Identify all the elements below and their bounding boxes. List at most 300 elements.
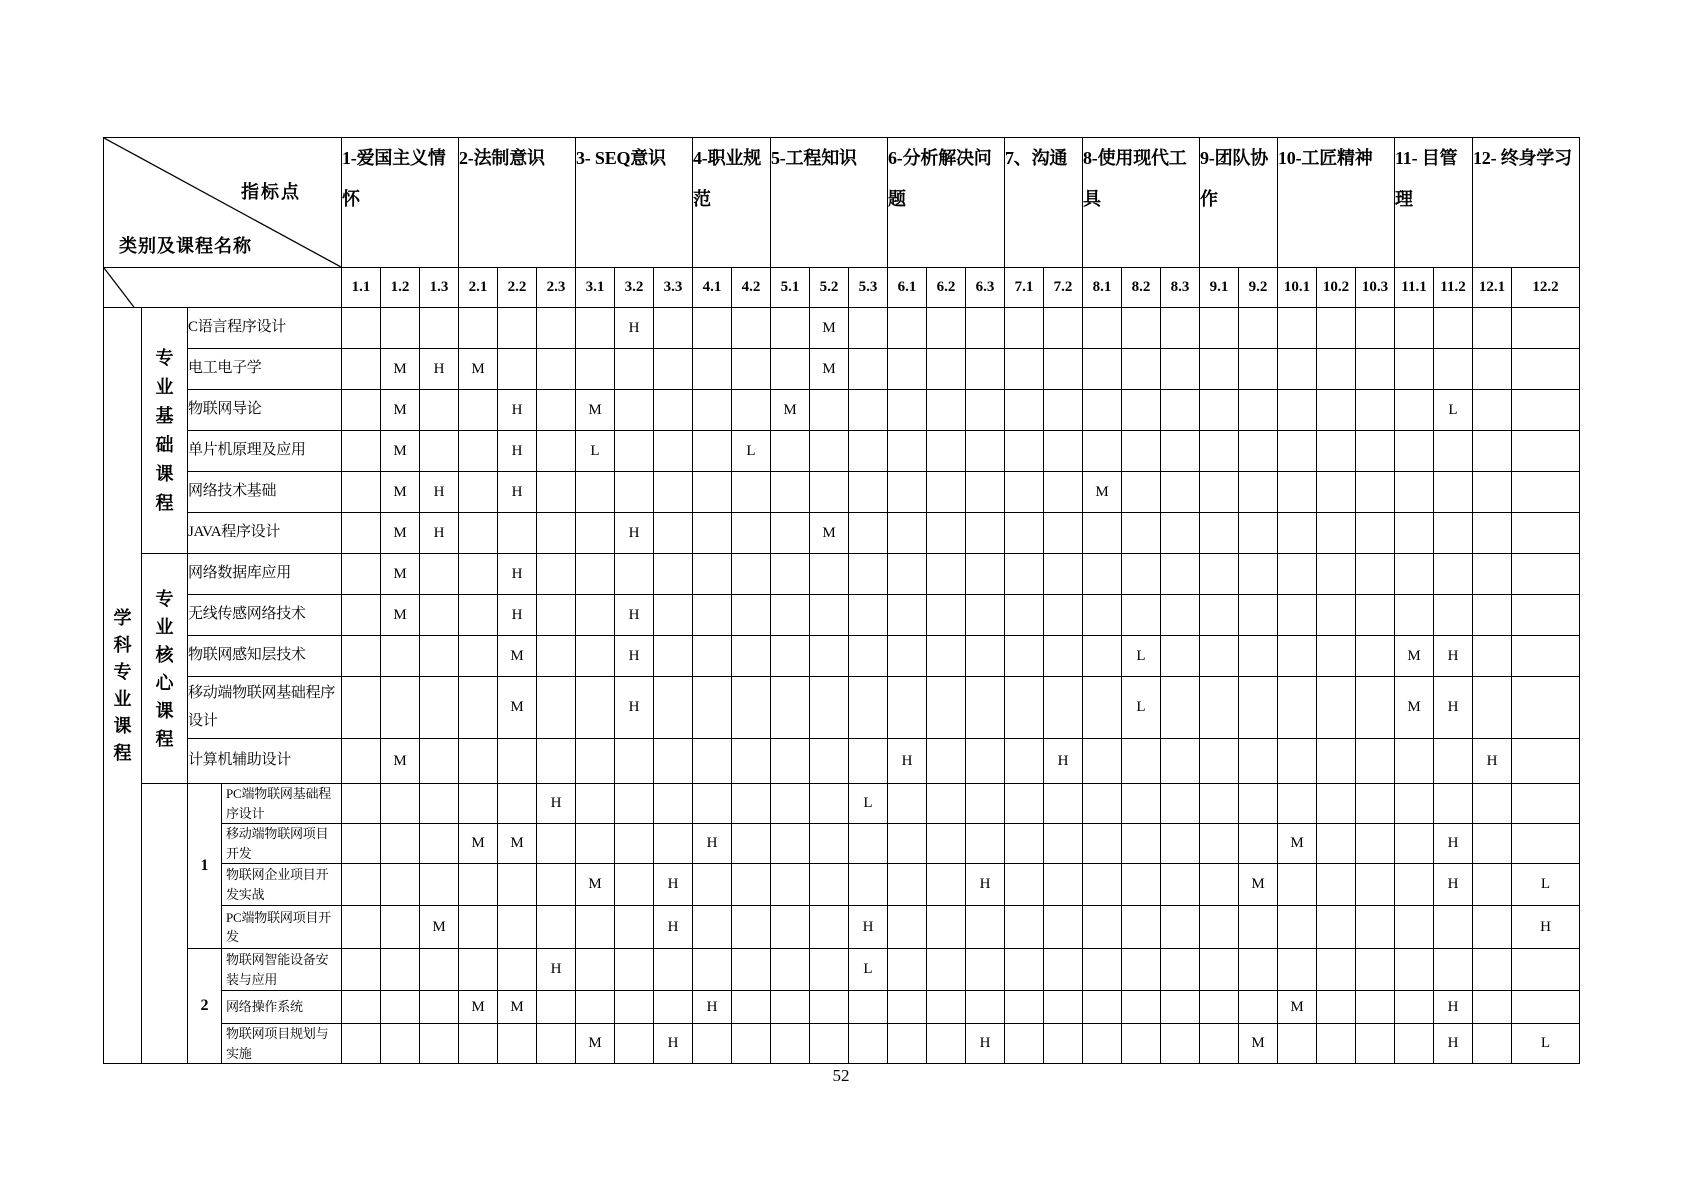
matrix-value-cell-11.2 <box>1434 472 1473 513</box>
matrix-value-cell-8.3 <box>1161 390 1200 431</box>
indicator-point-12.1: 12.1 <box>1473 268 1512 308</box>
matrix-value-cell-11.2 <box>1434 513 1473 554</box>
matrix-value-cell-9.2 <box>1239 739 1278 784</box>
matrix-value-cell-3.2 <box>615 784 654 824</box>
matrix-value-cell-11.2 <box>1434 739 1473 784</box>
matrix-value-cell-11.2: L <box>1434 390 1473 431</box>
matrix-value-cell-9.1 <box>1200 431 1239 472</box>
matrix-value-cell-8.3 <box>1161 431 1200 472</box>
matrix-value-cell-4.1 <box>693 864 732 906</box>
matrix-value-cell-10.3 <box>1356 991 1395 1024</box>
matrix-value-cell-1.3 <box>420 431 459 472</box>
matrix-value-cell-1.3: H <box>420 349 459 390</box>
matrix-value-cell-10.3 <box>1356 784 1395 824</box>
matrix-value-cell-3.2 <box>615 864 654 906</box>
indicator-point-5.1: 5.1 <box>771 268 810 308</box>
course-row <box>104 991 1580 1024</box>
matrix-value-cell-8.2 <box>1122 349 1161 390</box>
matrix-value-cell-12.1 <box>1473 824 1512 864</box>
matrix-value-cell-5.3: L <box>849 949 888 991</box>
matrix-value-cell-9.1 <box>1200 472 1239 513</box>
matrix-value-cell-10.2 <box>1317 677 1356 739</box>
matrix-value-cell-3.1: M <box>576 390 615 431</box>
matrix-value-cell-7.1 <box>1005 513 1044 554</box>
matrix-value-cell-5.1 <box>771 949 810 991</box>
matrix-value-cell-8.3 <box>1161 636 1200 677</box>
indicator-point-8.1: 8.1 <box>1083 268 1122 308</box>
matrix-value-cell-10.2 <box>1317 906 1356 949</box>
matrix-value-cell-7.1 <box>1005 1024 1044 1064</box>
matrix-value-cell-6.1 <box>888 513 927 554</box>
matrix-value-cell-9.2 <box>1239 595 1278 636</box>
indicator-group-header-5: 5-工程知识 <box>771 138 888 268</box>
matrix-value-cell-6.1 <box>888 1024 927 1064</box>
matrix-value-cell-4.2 <box>732 349 771 390</box>
matrix-value-cell-8.2 <box>1122 472 1161 513</box>
matrix-value-cell-3.2: H <box>615 636 654 677</box>
matrix-value-cell-12.1 <box>1473 636 1512 677</box>
matrix-value-cell-7.1 <box>1005 431 1044 472</box>
matrix-value-cell-11.1 <box>1395 390 1434 431</box>
matrix-value-cell-1.2 <box>381 677 420 739</box>
matrix-value-cell-5.2 <box>810 906 849 949</box>
matrix-value-cell-2.3: H <box>537 949 576 991</box>
matrix-value-cell-11.2: H <box>1434 1024 1473 1064</box>
course-row <box>104 595 1580 636</box>
matrix-value-cell-8.1 <box>1083 824 1122 864</box>
matrix-value-cell-1.2 <box>381 864 420 906</box>
matrix-value-cell-10.1 <box>1278 1024 1317 1064</box>
matrix-value-cell-10.3 <box>1356 864 1395 906</box>
matrix-value-cell-6.1 <box>888 431 927 472</box>
matrix-value-cell-1.1 <box>342 784 381 824</box>
indicator-point-6.3: 6.3 <box>966 268 1005 308</box>
matrix-value-cell-6.2 <box>927 991 966 1024</box>
matrix-value-cell-4.1 <box>693 636 732 677</box>
matrix-value-cell-2.3 <box>537 554 576 595</box>
corner-category-label: 类别及课程名称 <box>119 236 252 256</box>
matrix-value-cell-7.2 <box>1044 308 1083 349</box>
matrix-value-cell-1.3 <box>420 308 459 349</box>
matrix-value-cell-3.1: M <box>576 864 615 906</box>
matrix-value-cell-1.1 <box>342 513 381 554</box>
matrix-value-cell-6.2 <box>927 308 966 349</box>
matrix-value-cell-7.1 <box>1005 784 1044 824</box>
matrix-value-cell-10.1 <box>1278 906 1317 949</box>
matrix-value-cell-2.3 <box>537 595 576 636</box>
matrix-value-cell-2.3: H <box>537 784 576 824</box>
matrix-value-cell-6.1 <box>888 784 927 824</box>
matrix-value-cell-1.1 <box>342 390 381 431</box>
course-name-cell: 物联网智能设备安装与应用 <box>222 949 342 991</box>
matrix-value-cell-11.1 <box>1395 472 1434 513</box>
matrix-value-cell-9.1 <box>1200 864 1239 906</box>
matrix-value-cell-1.3 <box>420 1024 459 1064</box>
indicator-point-5.2: 5.2 <box>810 268 849 308</box>
matrix-value-cell-5.3 <box>849 349 888 390</box>
matrix-value-cell-2.2: H <box>498 390 537 431</box>
course-row <box>104 554 1580 595</box>
matrix-value-cell-2.1 <box>459 390 498 431</box>
matrix-value-cell-8.3 <box>1161 308 1200 349</box>
course-row <box>104 390 1580 431</box>
indicator-point-2.1: 2.1 <box>459 268 498 308</box>
matrix-value-cell-8.1 <box>1083 308 1122 349</box>
matrix-value-cell-10.1 <box>1278 472 1317 513</box>
indicator-group-header-6: 6-分析解决问题 <box>888 138 1005 268</box>
curriculum-indicator-matrix-table <box>103 137 1580 1064</box>
matrix-value-cell-3.2 <box>615 906 654 949</box>
matrix-value-cell-9.2 <box>1239 472 1278 513</box>
indicator-point-6.1: 6.1 <box>888 268 927 308</box>
matrix-value-cell-4.1 <box>693 390 732 431</box>
matrix-value-cell-11.1 <box>1395 949 1434 991</box>
matrix-value-cell-6.2 <box>927 906 966 949</box>
matrix-value-cell-8.2 <box>1122 390 1161 431</box>
matrix-value-cell-2.3 <box>537 864 576 906</box>
matrix-value-cell-5.1 <box>771 677 810 739</box>
matrix-value-cell-8.3 <box>1161 864 1200 906</box>
matrix-value-cell-12.2 <box>1512 472 1580 513</box>
matrix-value-cell-4.2 <box>732 513 771 554</box>
matrix-value-cell-5.2 <box>810 677 849 739</box>
matrix-value-cell-3.1 <box>576 991 615 1024</box>
matrix-value-cell-10.3 <box>1356 949 1395 991</box>
matrix-value-cell-12.1 <box>1473 677 1512 739</box>
matrix-value-cell-5.1 <box>771 991 810 1024</box>
matrix-value-cell-10.1 <box>1278 554 1317 595</box>
matrix-value-cell-10.2 <box>1317 864 1356 906</box>
matrix-value-cell-6.3 <box>966 390 1005 431</box>
course-row <box>104 949 1580 991</box>
indicator-point-8.3: 8.3 <box>1161 268 1200 308</box>
matrix-value-cell-5.3 <box>849 636 888 677</box>
matrix-value-cell-1.2 <box>381 991 420 1024</box>
matrix-value-cell-6.2 <box>927 636 966 677</box>
matrix-value-cell-2.2 <box>498 513 537 554</box>
matrix-value-cell-1.3 <box>420 595 459 636</box>
matrix-value-cell-7.2 <box>1044 677 1083 739</box>
matrix-value-cell-2.2: H <box>498 431 537 472</box>
matrix-value-cell-8.2 <box>1122 1024 1161 1064</box>
matrix-value-cell-10.1 <box>1278 636 1317 677</box>
matrix-value-cell-3.1 <box>576 636 615 677</box>
matrix-value-cell-5.1 <box>771 308 810 349</box>
indicator-point-2.3: 2.3 <box>537 268 576 308</box>
matrix-value-cell-8.2: L <box>1122 636 1161 677</box>
category-basic-cell: 专 业 基 础 课 程 <box>142 308 188 554</box>
matrix-value-cell-9.2 <box>1239 636 1278 677</box>
matrix-value-cell-7.2 <box>1044 949 1083 991</box>
matrix-value-cell-9.2 <box>1239 991 1278 1024</box>
matrix-value-cell-7.1 <box>1005 308 1044 349</box>
matrix-value-cell-3.2: H <box>615 595 654 636</box>
course-row <box>104 784 1580 824</box>
matrix-value-cell-6.1 <box>888 554 927 595</box>
course-name-cell: 单片机原理及应用 <box>188 431 342 472</box>
matrix-value-cell-9.1 <box>1200 1024 1239 1064</box>
matrix-value-cell-8.1 <box>1083 1024 1122 1064</box>
matrix-value-cell-3.1 <box>576 906 615 949</box>
matrix-value-cell-3.3 <box>654 991 693 1024</box>
matrix-value-cell-4.2: L <box>732 431 771 472</box>
matrix-value-cell-1.3: H <box>420 513 459 554</box>
matrix-value-cell-12.2 <box>1512 308 1580 349</box>
matrix-value-cell-5.1 <box>771 906 810 949</box>
matrix-value-cell-12.2 <box>1512 739 1580 784</box>
matrix-value-cell-8.3 <box>1161 949 1200 991</box>
matrix-value-cell-3.2 <box>615 472 654 513</box>
matrix-value-cell-10.2 <box>1317 431 1356 472</box>
matrix-value-cell-8.2: L <box>1122 677 1161 739</box>
matrix-value-cell-6.3 <box>966 554 1005 595</box>
matrix-value-cell-7.2 <box>1044 864 1083 906</box>
matrix-value-cell-3.2 <box>615 739 654 784</box>
matrix-value-cell-10.1 <box>1278 739 1317 784</box>
matrix-value-cell-9.2 <box>1239 431 1278 472</box>
matrix-value-cell-5.1: M <box>771 390 810 431</box>
course-row <box>104 431 1580 472</box>
matrix-value-cell-3.2 <box>615 349 654 390</box>
matrix-value-cell-11.2 <box>1434 595 1473 636</box>
matrix-value-cell-2.2 <box>498 349 537 390</box>
matrix-value-cell-6.2 <box>927 554 966 595</box>
matrix-value-cell-2.2 <box>498 949 537 991</box>
matrix-value-cell-5.2 <box>810 1024 849 1064</box>
matrix-value-cell-4.1 <box>693 949 732 991</box>
indicator-point-3.1: 3.1 <box>576 268 615 308</box>
indicator-point-4.2: 4.2 <box>732 268 771 308</box>
matrix-value-cell-1.2 <box>381 824 420 864</box>
matrix-value-cell-5.1 <box>771 864 810 906</box>
matrix-value-cell-5.1 <box>771 739 810 784</box>
matrix-value-cell-6.3 <box>966 739 1005 784</box>
matrix-value-cell-11.1 <box>1395 595 1434 636</box>
matrix-value-cell-10.2 <box>1317 991 1356 1024</box>
matrix-value-cell-8.1 <box>1083 636 1122 677</box>
matrix-value-cell-9.2: M <box>1239 1024 1278 1064</box>
matrix-value-cell-1.1 <box>342 431 381 472</box>
matrix-value-cell-8.2 <box>1122 739 1161 784</box>
indicator-group-header-10: 10-工匠精神 <box>1278 138 1395 268</box>
matrix-value-cell-9.1 <box>1200 349 1239 390</box>
matrix-value-cell-7.2 <box>1044 513 1083 554</box>
matrix-value-cell-6.3 <box>966 906 1005 949</box>
matrix-value-cell-1.3 <box>420 824 459 864</box>
matrix-value-cell-10.2 <box>1317 513 1356 554</box>
matrix-value-cell-8.2 <box>1122 513 1161 554</box>
matrix-value-cell-2.1 <box>459 472 498 513</box>
matrix-value-cell-9.2 <box>1239 949 1278 991</box>
corner-indicator-label: 指标点 <box>241 182 301 202</box>
matrix-value-cell-8.1: M <box>1083 472 1122 513</box>
matrix-value-cell-6.1 <box>888 906 927 949</box>
matrix-value-cell-3.1 <box>576 308 615 349</box>
matrix-value-cell-10.3 <box>1356 595 1395 636</box>
indicator-point-6.2: 6.2 <box>927 268 966 308</box>
indicator-point-10.3: 10.3 <box>1356 268 1395 308</box>
matrix-value-cell-2.3 <box>537 308 576 349</box>
matrix-value-cell-2.1 <box>459 513 498 554</box>
matrix-value-cell-6.3: H <box>966 1024 1005 1064</box>
matrix-value-cell-3.3 <box>654 784 693 824</box>
matrix-value-cell-10.1 <box>1278 390 1317 431</box>
course-row <box>104 636 1580 677</box>
matrix-value-cell-5.2 <box>810 472 849 513</box>
matrix-value-cell-10.3 <box>1356 554 1395 595</box>
matrix-value-cell-8.2 <box>1122 949 1161 991</box>
matrix-value-cell-3.3 <box>654 824 693 864</box>
course-row <box>104 864 1580 906</box>
course-row <box>104 906 1580 949</box>
matrix-value-cell-3.2: H <box>615 677 654 739</box>
matrix-value-cell-10.3 <box>1356 390 1395 431</box>
matrix-value-cell-1.2 <box>381 784 420 824</box>
indicator-group-header-8: 8-使用现代工具 <box>1083 138 1200 268</box>
matrix-value-cell-3.1: M <box>576 1024 615 1064</box>
matrix-value-cell-11.1 <box>1395 513 1434 554</box>
matrix-value-cell-12.2 <box>1512 824 1580 864</box>
matrix-value-cell-6.2 <box>927 949 966 991</box>
matrix-value-cell-12.1 <box>1473 349 1512 390</box>
matrix-value-cell-8.3 <box>1161 824 1200 864</box>
matrix-value-cell-3.1 <box>576 349 615 390</box>
course-name-cell: 物联网企业项目开发实战 <box>222 864 342 906</box>
matrix-value-cell-8.2 <box>1122 308 1161 349</box>
matrix-value-cell-4.2 <box>732 824 771 864</box>
matrix-value-cell-4.1 <box>693 784 732 824</box>
matrix-value-cell-3.1 <box>576 677 615 739</box>
matrix-value-cell-11.1 <box>1395 1024 1434 1064</box>
matrix-value-cell-11.2 <box>1434 349 1473 390</box>
matrix-value-cell-11.2: H <box>1434 991 1473 1024</box>
matrix-value-cell-4.1 <box>693 349 732 390</box>
matrix-value-cell-12.1: H <box>1473 739 1512 784</box>
matrix-value-cell-5.2 <box>810 739 849 784</box>
matrix-value-cell-3.3: H <box>654 906 693 949</box>
matrix-value-cell-6.1 <box>888 864 927 906</box>
matrix-value-cell-7.2 <box>1044 1024 1083 1064</box>
matrix-value-cell-10.3 <box>1356 472 1395 513</box>
matrix-value-cell-8.3 <box>1161 677 1200 739</box>
matrix-value-cell-11.2 <box>1434 308 1473 349</box>
matrix-value-cell-1.2: M <box>381 349 420 390</box>
indicator-point-9.2: 9.2 <box>1239 268 1278 308</box>
indicator-point-9.1: 9.1 <box>1200 268 1239 308</box>
matrix-value-cell-2.1 <box>459 677 498 739</box>
matrix-value-cell-6.3: H <box>966 864 1005 906</box>
matrix-value-cell-6.2 <box>927 824 966 864</box>
matrix-value-cell-7.1 <box>1005 390 1044 431</box>
matrix-value-cell-8.1 <box>1083 991 1122 1024</box>
matrix-value-cell-6.3 <box>966 824 1005 864</box>
matrix-value-cell-8.2 <box>1122 906 1161 949</box>
course-name-cell: 物联网感知层技术 <box>188 636 342 677</box>
matrix-value-cell-6.2 <box>927 349 966 390</box>
matrix-value-cell-8.3 <box>1161 739 1200 784</box>
matrix-value-cell-7.1 <box>1005 864 1044 906</box>
matrix-value-cell-9.2 <box>1239 824 1278 864</box>
matrix-value-cell-10.2 <box>1317 1024 1356 1064</box>
matrix-value-cell-11.2 <box>1434 949 1473 991</box>
matrix-value-cell-3.2 <box>615 1024 654 1064</box>
matrix-value-cell-6.3 <box>966 636 1005 677</box>
matrix-value-cell-10.1 <box>1278 349 1317 390</box>
matrix-value-cell-10.1 <box>1278 308 1317 349</box>
course-row <box>104 1024 1580 1064</box>
indicator-point-7.1: 7.1 <box>1005 268 1044 308</box>
indicator-group-header-7: 7、沟通 <box>1005 138 1083 268</box>
matrix-value-cell-11.1 <box>1395 308 1434 349</box>
matrix-value-cell-11.1 <box>1395 431 1434 472</box>
matrix-value-cell-6.3 <box>966 472 1005 513</box>
matrix-value-cell-10.2 <box>1317 472 1356 513</box>
matrix-value-cell-8.1 <box>1083 949 1122 991</box>
matrix-value-cell-9.2: M <box>1239 864 1278 906</box>
matrix-value-cell-1.1 <box>342 906 381 949</box>
matrix-value-cell-2.1 <box>459 308 498 349</box>
matrix-value-cell-6.3 <box>966 308 1005 349</box>
matrix-value-cell-2.2: H <box>498 554 537 595</box>
matrix-value-cell-3.3 <box>654 390 693 431</box>
matrix-value-cell-4.2 <box>732 906 771 949</box>
matrix-value-cell-8.1 <box>1083 677 1122 739</box>
corner-header-cell <box>104 138 342 268</box>
course-name-cell: 网络操作系统 <box>222 991 342 1024</box>
matrix-value-cell-5.3: L <box>849 784 888 824</box>
matrix-value-cell-4.1 <box>693 906 732 949</box>
matrix-value-cell-5.1 <box>771 513 810 554</box>
matrix-value-cell-1.2 <box>381 949 420 991</box>
matrix-value-cell-10.1 <box>1278 949 1317 991</box>
matrix-value-cell-12.2 <box>1512 784 1580 824</box>
matrix-value-cell-5.2 <box>810 784 849 824</box>
matrix-value-cell-12.1 <box>1473 906 1512 949</box>
matrix-value-cell-9.1 <box>1200 390 1239 431</box>
matrix-value-cell-11.1 <box>1395 824 1434 864</box>
matrix-value-cell-7.2 <box>1044 906 1083 949</box>
indicator-point-3.3: 3.3 <box>654 268 693 308</box>
matrix-value-cell-4.2 <box>732 864 771 906</box>
matrix-value-cell-3.2 <box>615 824 654 864</box>
matrix-value-cell-3.2 <box>615 431 654 472</box>
matrix-value-cell-6.1 <box>888 677 927 739</box>
matrix-value-cell-3.3: H <box>654 1024 693 1064</box>
matrix-value-cell-3.1: L <box>576 431 615 472</box>
matrix-value-cell-9.2 <box>1239 390 1278 431</box>
matrix-value-cell-7.1 <box>1005 677 1044 739</box>
matrix-value-cell-6.1 <box>888 390 927 431</box>
matrix-value-cell-3.1 <box>576 554 615 595</box>
matrix-value-cell-5.1 <box>771 554 810 595</box>
diagonal-line <box>104 268 341 307</box>
matrix-value-cell-1.3 <box>420 949 459 991</box>
matrix-value-cell-5.3: H <box>849 906 888 949</box>
matrix-value-cell-11.2 <box>1434 431 1473 472</box>
matrix-value-cell-6.2 <box>927 390 966 431</box>
matrix-value-cell-10.1 <box>1278 864 1317 906</box>
matrix-value-cell-5.2 <box>810 824 849 864</box>
matrix-value-cell-3.1 <box>576 784 615 824</box>
matrix-value-cell-11.2: H <box>1434 677 1473 739</box>
matrix-value-cell-1.2 <box>381 1024 420 1064</box>
indicator-point-8.2: 8.2 <box>1122 268 1161 308</box>
matrix-value-cell-4.1 <box>693 1024 732 1064</box>
matrix-value-cell-6.1 <box>888 308 927 349</box>
matrix-value-cell-10.2 <box>1317 824 1356 864</box>
matrix-value-cell-1.2 <box>381 308 420 349</box>
matrix-value-cell-5.2: M <box>810 308 849 349</box>
